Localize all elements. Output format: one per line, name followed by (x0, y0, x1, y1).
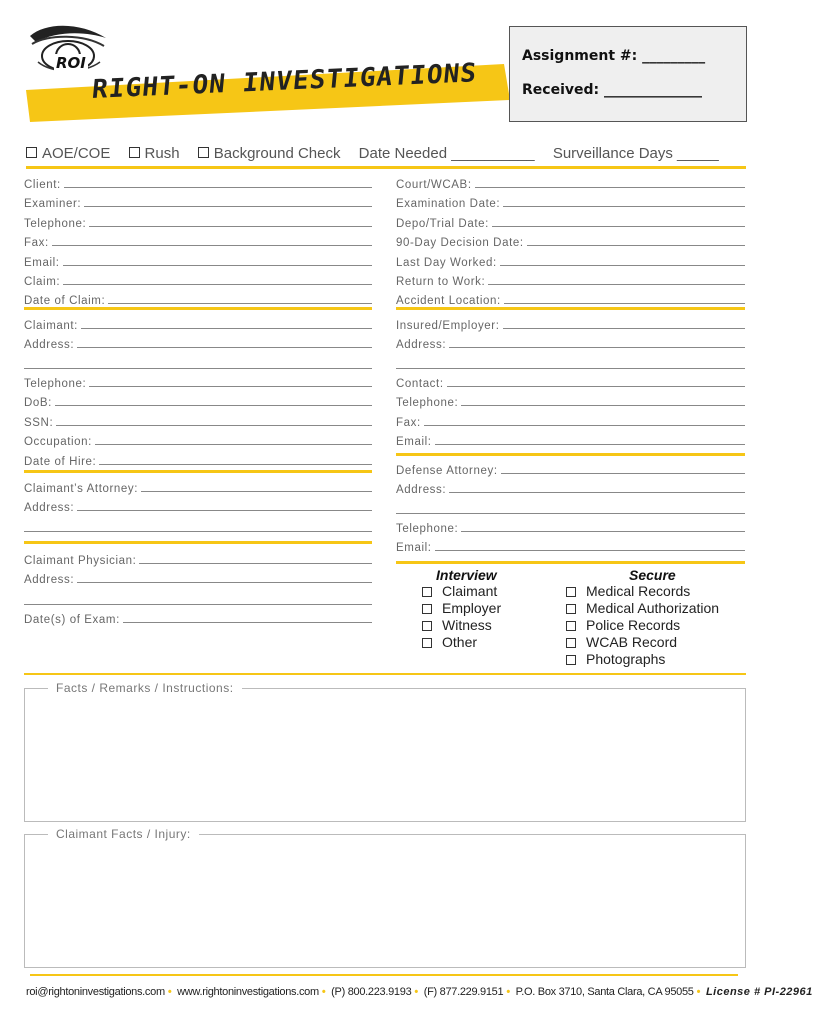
footer-website[interactable]: www.rightoninvestigations.com (177, 986, 319, 998)
option-label: Medical Authorization (586, 600, 720, 616)
field-label: Claimant’s Attorney: (24, 483, 139, 495)
footer-phone: (P) 800.223.9193 (331, 986, 412, 998)
form-field[interactable] (24, 609, 372, 626)
company-name: RIGHT-ON INVESTIGATIONS (90, 58, 479, 105)
field-label: Address: (24, 339, 75, 352)
field-label: Defense Attorney: (396, 465, 498, 477)
form-field[interactable] (396, 373, 745, 390)
form-field[interactable] (396, 213, 745, 230)
form-field[interactable] (396, 460, 745, 477)
checkbox-icon (129, 147, 140, 158)
option-label: Employer (442, 600, 502, 616)
field-label: Telephone: (396, 397, 459, 410)
secure-option[interactable] (566, 600, 719, 616)
field-line[interactable] (461, 531, 745, 532)
section-divider (396, 307, 745, 310)
claimant-injury-box[interactable] (24, 834, 746, 968)
secure-title: Secure (629, 567, 676, 583)
form-field[interactable] (24, 271, 372, 288)
section-divider (24, 307, 372, 310)
field-label: Date(s) of Exam: (24, 614, 120, 626)
checkbox-icon (566, 587, 576, 597)
options-row (26, 145, 719, 162)
field-line[interactable] (504, 303, 745, 304)
field-label: Depo/Trial Date: (396, 217, 489, 230)
field-label: Telephone: (24, 378, 87, 390)
form-field[interactable] (24, 412, 372, 429)
field-line[interactable] (64, 187, 372, 188)
field-label: Examiner: (24, 198, 82, 211)
form-field[interactable] (24, 174, 372, 191)
form-field[interactable] (24, 193, 372, 210)
form-field[interactable] (24, 315, 372, 332)
field-line[interactable] (447, 386, 745, 387)
field-line[interactable] (77, 510, 372, 511)
field-line[interactable] (396, 368, 745, 369)
field-line[interactable] (77, 347, 372, 348)
field-line[interactable] (24, 368, 372, 369)
field-label: 90-Day Decision Date: (396, 237, 524, 250)
field-line[interactable] (24, 604, 372, 605)
field-label: Email: (396, 542, 432, 555)
form-field[interactable] (24, 213, 372, 230)
field-label: Email: (396, 436, 432, 449)
form-field[interactable] (396, 392, 745, 409)
field-label: Date of Hire: (24, 455, 97, 468)
option-label: WCAB Record (586, 634, 678, 650)
field-line[interactable] (461, 405, 745, 406)
field-label: Date of Claim: (24, 295, 106, 308)
form-field[interactable] (396, 252, 745, 269)
field-line[interactable] (503, 328, 745, 329)
field-label: Address: (396, 484, 447, 497)
field-label: Address: (24, 502, 75, 515)
field-line[interactable] (52, 245, 372, 246)
footer-divider (30, 974, 738, 976)
field-line[interactable] (89, 226, 372, 227)
field-line[interactable] (449, 347, 745, 348)
field-line[interactable] (24, 531, 372, 532)
field-label: Return to Work: (396, 276, 486, 288)
section-divider (24, 470, 372, 473)
assignment-number-field[interactable]: Assignment #: _________ (522, 48, 706, 64)
field-line[interactable] (108, 303, 372, 304)
field-line[interactable] (56, 425, 372, 426)
option-label: Police Records (586, 617, 681, 633)
background-check-label: Background Check (213, 145, 341, 162)
field-line[interactable] (55, 405, 372, 406)
form-field[interactable] (24, 290, 372, 307)
field-line[interactable] (63, 265, 372, 266)
field-label: Accident Location: (396, 295, 501, 308)
section-divider (24, 673, 746, 675)
option-label: Claimant (442, 583, 498, 599)
field-line[interactable] (492, 226, 745, 227)
field-line[interactable] (501, 473, 745, 474)
field-label: Last Day Worked: (396, 256, 497, 269)
received-field[interactable]: Received: ______________ (522, 82, 702, 98)
checkbox-icon (566, 621, 576, 631)
field-line[interactable] (435, 444, 745, 445)
form-field[interactable] (396, 537, 745, 554)
background-check-checkbox[interactable] (198, 145, 341, 162)
form-field[interactable] (24, 497, 372, 514)
footer-fax: (F) 877.229.9151 (423, 986, 504, 998)
interview-option[interactable] (422, 600, 501, 616)
field-line[interactable] (424, 425, 745, 426)
form-field[interactable] (24, 252, 372, 269)
claimant-injury-legend: Claimant Facts / Injury: (48, 827, 199, 841)
checkbox-icon (422, 604, 432, 614)
form-field[interactable] (24, 550, 372, 567)
field-label: Contact: (396, 378, 444, 390)
field-label: DoB: (24, 397, 52, 410)
field-label: Occupation: (24, 436, 92, 449)
form-field[interactable] (396, 271, 745, 288)
form-field[interactable] (396, 412, 745, 429)
footer-email[interactable]: roi@rightoninvestigations.com (26, 986, 165, 998)
form-field[interactable] (24, 392, 372, 409)
assignment-box (509, 26, 747, 122)
secure-option[interactable] (566, 634, 677, 650)
form-field[interactable] (24, 334, 372, 351)
date-needed-field[interactable]: Date Needed __________ (358, 145, 535, 162)
footer-license: License # PI-22961 (705, 986, 813, 998)
field-label: Fax: (24, 237, 49, 250)
field-label: Claimant Physician: (24, 555, 137, 567)
field-line[interactable] (84, 206, 372, 207)
facts-remarks-legend: Facts / Remarks / Instructions: (48, 681, 242, 695)
form-field[interactable] (396, 290, 745, 307)
form-field[interactable] (396, 315, 745, 332)
checkbox-icon (422, 587, 432, 597)
form-field[interactable] (24, 431, 372, 448)
field-line[interactable] (396, 513, 745, 514)
form-field[interactable] (24, 232, 372, 249)
divider (26, 166, 746, 169)
option-label: Other (442, 634, 478, 650)
form-field[interactable] (396, 174, 745, 191)
checkbox-icon (198, 147, 209, 158)
field-line[interactable] (527, 245, 745, 246)
logo-roi-text: ROI (56, 54, 86, 72)
aoe-checkbox[interactable] (26, 145, 110, 162)
field-line[interactable] (500, 265, 745, 266)
form-field[interactable] (396, 193, 745, 210)
field-label: Insured/Employer: (396, 320, 500, 332)
field-label: Claimant: (24, 320, 78, 332)
field-label: Email: (24, 256, 60, 269)
field-label: Court/WCAB: (396, 179, 472, 191)
footer-address: P.O. Box 3710, Santa Clara, CA 95055 (515, 986, 694, 998)
field-label: Telephone: (396, 523, 459, 535)
field-line[interactable] (99, 464, 372, 465)
rush-label: Rush (144, 145, 180, 162)
field-line[interactable] (81, 328, 372, 329)
form-field[interactable] (396, 479, 745, 496)
field-line[interactable] (95, 444, 372, 445)
field-line[interactable] (63, 284, 372, 285)
field-label: Address: (24, 574, 75, 587)
field-label: Telephone: (24, 217, 87, 230)
field-line[interactable] (475, 187, 745, 188)
field-label: Fax: (396, 416, 421, 429)
secure-option[interactable] (566, 651, 665, 667)
secure-option[interactable] (566, 617, 680, 633)
checkbox-icon (566, 604, 576, 614)
field-line[interactable] (488, 284, 745, 285)
facts-remarks-box[interactable] (24, 688, 746, 822)
section-divider (24, 541, 372, 544)
field-label: Claim: (24, 276, 61, 288)
section-divider (396, 561, 745, 564)
footer: roi@rightoninvestigations.com • www.rightoninvestigations.com • (P) 800.223.9193 • (F) 877.229.9151 • P.O. Box 3710, Santa Clara, CA 95055 • License # PI-22961 (26, 986, 813, 998)
surveillance-days-field[interactable]: Surveillance Days _____ (552, 145, 719, 162)
form-field[interactable] (396, 232, 745, 249)
interview-option[interactable] (422, 617, 492, 633)
form-field[interactable] (24, 478, 372, 495)
field-line[interactable] (139, 563, 372, 564)
checkbox-icon (566, 638, 576, 648)
checkbox-icon (422, 638, 432, 648)
field-line[interactable] (503, 206, 745, 207)
rush-checkbox[interactable] (129, 145, 180, 162)
field-line[interactable] (141, 491, 372, 492)
field-line[interactable] (123, 622, 372, 623)
form-field[interactable] (396, 334, 745, 351)
field-label: Examination Date: (396, 198, 501, 211)
option-label: Witness (442, 617, 492, 633)
section-divider (396, 453, 745, 456)
checkbox-icon (422, 621, 432, 631)
form-field[interactable] (24, 373, 372, 390)
interview-title: Interview (436, 567, 497, 583)
form-field[interactable] (24, 451, 372, 468)
field-line[interactable] (77, 582, 372, 583)
aoe-label: AOE/COE (42, 145, 111, 162)
field-line[interactable] (449, 492, 745, 493)
checkbox-icon (566, 655, 576, 665)
field-line[interactable] (435, 550, 745, 551)
form-field[interactable] (24, 569, 372, 586)
field-label: SSN: (24, 416, 54, 429)
interview-option[interactable] (422, 634, 477, 650)
field-label: Client: (24, 179, 61, 191)
form-field[interactable] (396, 431, 745, 448)
option-label: Medical Records (586, 583, 691, 599)
field-line[interactable] (89, 386, 372, 387)
field-label: Address: (396, 339, 447, 352)
option-label: Photographs (586, 651, 666, 667)
secure-option[interactable] (566, 583, 690, 599)
checkbox-icon (26, 147, 37, 158)
form-field[interactable] (396, 518, 745, 535)
interview-option[interactable] (422, 583, 497, 599)
